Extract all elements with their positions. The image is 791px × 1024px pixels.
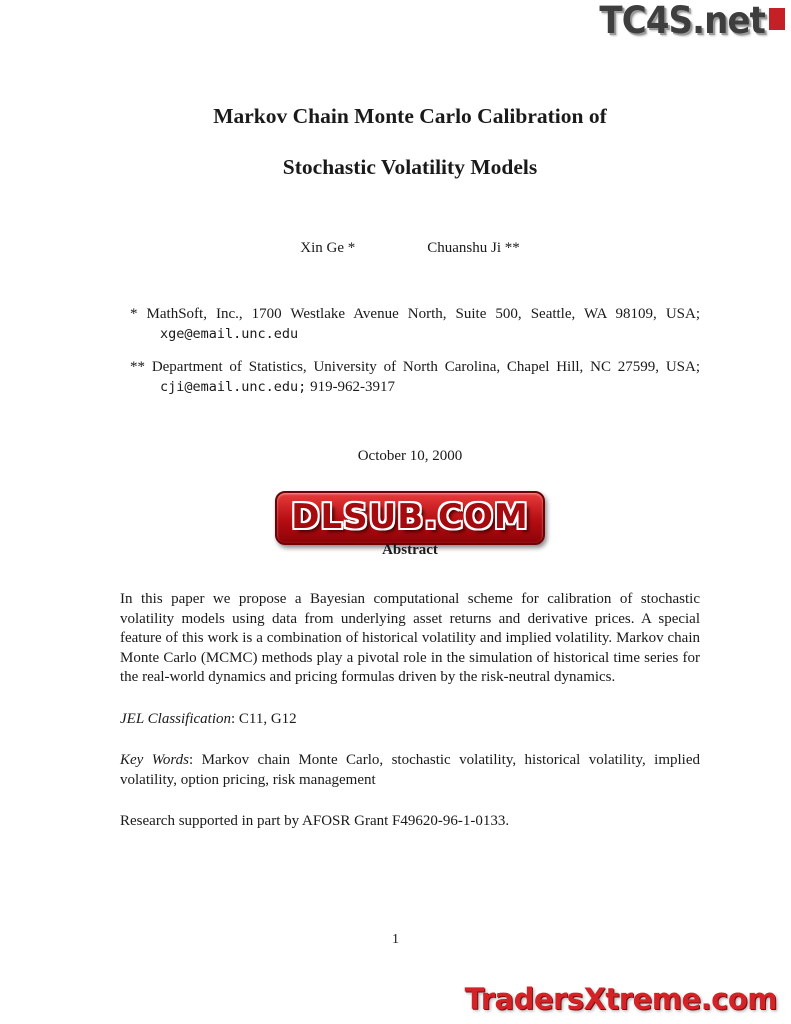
author-line	[120, 239, 700, 259]
keywords-line	[120, 751, 700, 790]
affiliation-1-text: MathSoft, Inc., 1700 Westlake Avenue North, Suite 500, Seattle, WA 98109, USA;	[146, 306, 700, 323]
watermark-dlsub-banner	[275, 491, 545, 545]
affiliation-1-email: xge@email.unc.edu	[160, 326, 299, 343]
jel-label: JEL Classification	[120, 710, 231, 727]
watermark-dlsub-text: DLSUB.COM	[291, 496, 529, 537]
affiliation-1	[120, 304, 700, 345]
author-2: Chuanshu Ji **	[427, 239, 520, 256]
keywords-value: : Markov chain Monte Carlo, stochastic volatility, historical volatility, implied volatility, option pricing, risk management	[120, 752, 700, 788]
affiliation-2	[120, 357, 700, 398]
watermark-dlsub-wrap	[120, 491, 700, 545]
abstract-heading: Abstract	[382, 541, 438, 558]
title-line-1: Markov Chain Monte Carlo Calibration of	[213, 104, 607, 128]
affiliation-2-text: Department of Statistics, University of North Carolina, Chapel Hill, NC 27599, USA;	[151, 358, 700, 375]
paper-title	[120, 104, 700, 181]
jel-line	[120, 710, 700, 730]
affiliation-1-marker: *	[130, 306, 138, 323]
page-number: 1	[392, 932, 399, 947]
watermark-tc4s-text: TC4S.net	[599, 0, 765, 42]
author-1: Xin Ge *	[300, 239, 356, 256]
keywords-label: Key Words	[120, 752, 189, 769]
title-line-2: Stochastic Volatility Models	[282, 154, 538, 179]
paper-date: October 10, 2000	[357, 448, 463, 465]
affiliation-2-phone: 919-962-3917	[310, 378, 396, 395]
funding-note: Research supported in part by AFOSR Grant F49620-96-1-0133.	[120, 813, 510, 830]
affiliation-2-marker: **	[130, 358, 145, 375]
affiliation-2-email: cji@email.unc.edu;	[160, 378, 307, 395]
abstract-text: In this paper we propose a Bayesian computational scheme for calibration of stochastic volatility models using data from underlying asset returns and derivative prices. A special feature of this work is a combination of historical volatility and implied volatility. Markov chain Monte Carlo (MCMC) methods play a pivotal role in the simulation of historical time series for the real-world dynamics and pricing formulas driven by the risk-neutral dynamics.	[120, 591, 700, 686]
jel-value: : C11, G12	[230, 710, 297, 727]
affiliations	[120, 304, 700, 397]
watermark-tradersxtreme: TradersXtreme.com	[464, 982, 777, 1016]
